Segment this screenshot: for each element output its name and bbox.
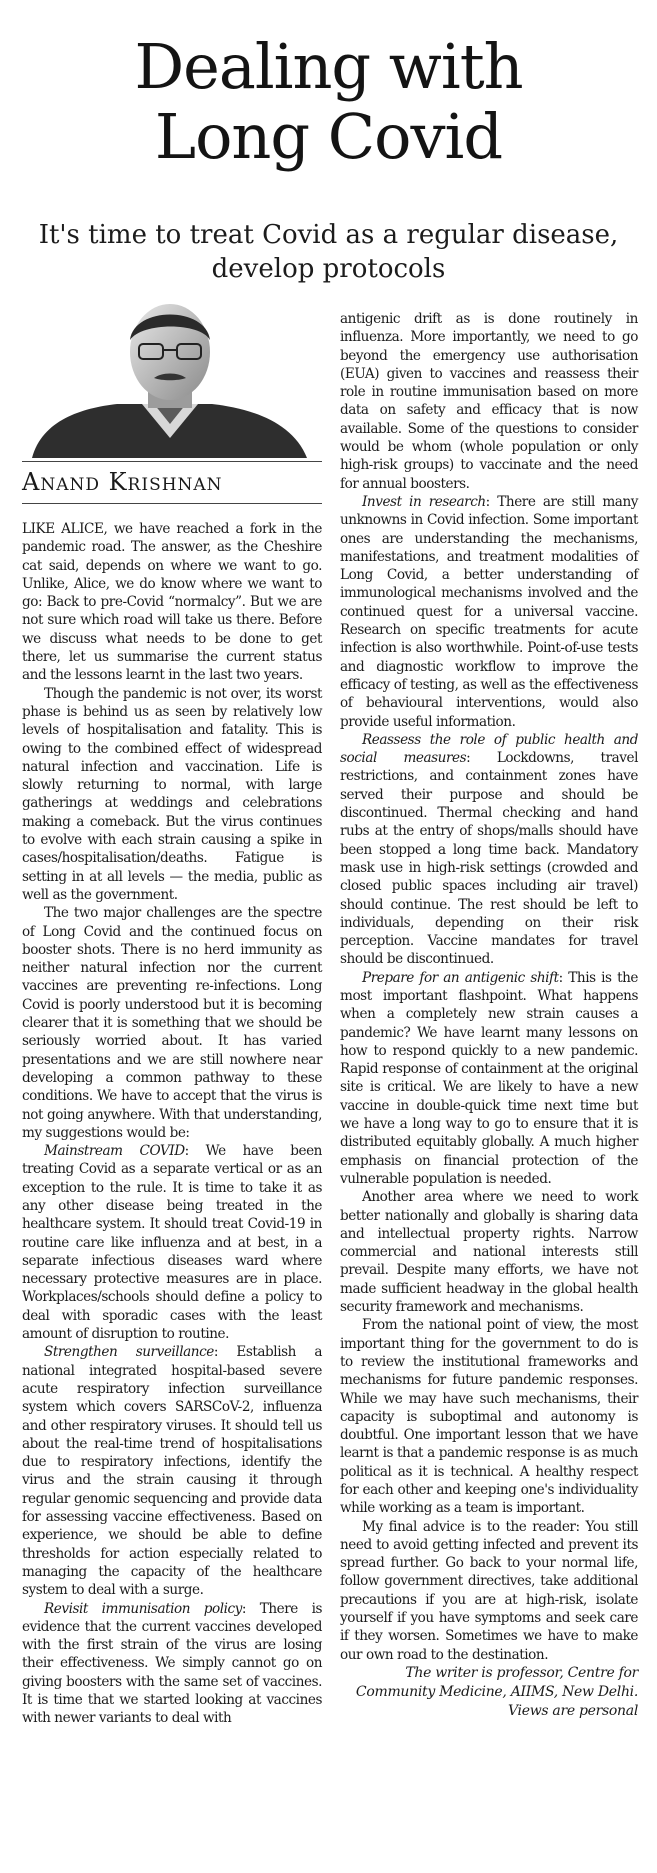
- headline-line-2: Long Covid: [154, 100, 503, 173]
- section-heading: Invest in research: [362, 493, 486, 510]
- section-heading: Reassess the role of public health and social measures: [340, 731, 638, 767]
- article-column-right: [340, 310, 638, 1721]
- paragraph: LIKE ALICE, we have reached a fork in the pandemic road. The answer, as the Cheshire cat said, depends on where we want to go. Unlike, Alice, we do know where we want to go: Back to pre-Covid “normalcy”. But we are not sure which road will take us there. Before we discuss what needs to be done to get there, let us summarise the current status and the lessons learnt in the last two years.: [22, 521, 322, 684]
- paragraph: From the national point of view, the most important thing for the government to do is to review the institutional frameworks and mechanisms for future pandemic responses. While we may have such mechanisms, their capacity is suboptimal and autonomy is doubtful. One important lesson that we have learnt is that a pandemic response is as much political as it is technical. A healthy respect for each other and keeping one's individuality while working as a team is important.: [340, 1317, 638, 1517]
- paragraph: Invest in research: There are still many unknowns in Covid infection. Some important ones are understanding the mechanisms, manifestations, and treatment modalities of Long Covid, a better understanding of immunological mechanisms involved and the continued quest for a universal vaccine. Research on specific treatments for acute infection is also worthwhile. Point-of-use tests and diagnostic workflow to improve the efficacy of testing, as well as the effectiveness of behavioural interventions, would also provide useful information.: [340, 493, 638, 730]
- paragraph: Revisit immunisation policy: There is evidence that the current vaccines developed with the first strain of the virus are losing their effectiveness. We simply cannot go on giving boosters with the same set of vaccines. It is time that we started looking at vaccines with newer variants to deal with: [22, 1600, 322, 1727]
- paragraph: Another area where we need to work better nationally and globally is sharing data and intellectual property rights. Narrow commercial and national interests still prevail. Despite many efforts, we have not made sufficient headway in the global health security framework and mechanisms.: [340, 1189, 638, 1316]
- paragraph: antigenic drift as is done routinely in influenza. More importantly, we need to go beyond the emergency use authorisation (EUA) given to vaccines and reassess their role in routine immunisation based on more data on safety and efficacy that is now available. Some of the questions to consider would be whom (whole population or only high-risk groups) to vaccinate and the need for annual boosters.: [340, 311, 638, 492]
- subheadline-line-2: develop protocols: [211, 254, 446, 284]
- article-column-left: [22, 520, 322, 1728]
- section-heading: Prepare for an antigenic shift: [362, 969, 559, 986]
- headline: [0, 32, 657, 172]
- paragraph: Reassess the role of public health and social measures: Lockdowns, travel restrictions, and containment zones have served their purpose and should be discontinued. Thermal checking and hand rubs at the entry of shops/malls should have been stopped a long time back. Mandatory mask use in high-risk settings (crowded and closed public spaces including air travel) should continue. The rest should be left to individuals, depending on their risk perception. Vaccine mandates for travel should be discontinued.: [340, 731, 638, 968]
- paragraph: Strengthen surveillance: Establish a national integrated hospital-based severe acute respiratory infection surveillance system which covers SARSCoV-2, influenza and other respiratory viruses. It should tell us about the real-time trend of hospitalisations due to respiratory infections, identify the virus and the strain causing it through regular genomic sequencing and provide data for assessing vaccine effectiveness. Based on experience, we should be able to define thresholds for action especially related to managing the capacity of the healthcare system to deal with a surge.: [22, 1344, 322, 1599]
- section-heading: Revisit immunisation policy: [44, 1600, 242, 1617]
- paragraph: The two major challenges are the spectre of Long Covid and the continued focus on booster shots. There is no herd immunity as neither natural infection nor the current vaccines are preventing re-infections. Long Covid is poorly understood but it is becoming clearer that it is something that we should be seriously worried about. It has varied presentations and we are still nowhere near developing a common pathway to these conditions. We have to accept that the virus is not going anywhere. With that understanding, my suggestions would be:: [22, 905, 322, 1141]
- section-heading: Strengthen surveillance: [44, 1344, 214, 1361]
- section-heading: Mainstream COVID: [44, 1143, 185, 1160]
- headline-line-1: Dealing with: [134, 30, 523, 103]
- author-note: The writer is professor, Centre for Community Medicine, AIIMS, New Delhi. Views are personal: [355, 1664, 638, 1719]
- author-byline: Anand Krishnan: [22, 468, 223, 496]
- subheadline: [0, 218, 657, 286]
- byline-rule-bottom: [22, 503, 322, 504]
- paragraph: My final advice is to the reader: You still need to avoid getting infected and prevent its spread further. Go back to your normal life, follow government directives, take additional precautions if you are at high-risk, isolate yourself if you have symptoms and seek care if they worsen. Sometimes we have to make our own road to the destination.: [340, 1518, 638, 1663]
- paragraph: Mainstream COVID: We have been treating Covid as a separate vertical or as an exception to the rule. It is time to take it as any other disease being treated in the healthcare system. It should treat Covid-19 in routine care like influenza and at best, in a separate infectious diseases ward where necessary protective measures are in place. Workplaces/schools should define a policy to deal with sporadic cases with the least amount of disruption to routine.: [22, 1143, 322, 1343]
- byline-rule-top: [22, 461, 322, 462]
- subheadline-line-1: It's time to treat Covid as a regular disease,: [38, 220, 619, 250]
- paragraph: Prepare for an antigenic shift: This is the most important flashpoint. What happens when a completely new strain causes a pandemic? We have learnt many lessons on how to respond quickly to a new pandemic. Rapid response of containment at the original site is critical. We are likely to have a new vaccine in double-quick time next time but we have a long way to go to ensure that it is distributed equitably globally. A much higher emphasis on financial protection of the vulnerable population is needed.: [340, 969, 638, 1187]
- author-portrait: [22, 300, 322, 458]
- paragraph: Though the pandemic is not over, its worst phase is behind us as seen by relatively low levels of hospitalisation and fatality. This is owing to the combined effect of widespread natural infection and vaccination. Life is slowly returning to normal, with large gatherings at weddings and celebrations making a comeback. But the virus continues to evolve with each strain causing a spike in cases/hospitalisation/deaths. Fatigue is setting in at all levels — the media, public as well as the government.: [22, 685, 322, 903]
